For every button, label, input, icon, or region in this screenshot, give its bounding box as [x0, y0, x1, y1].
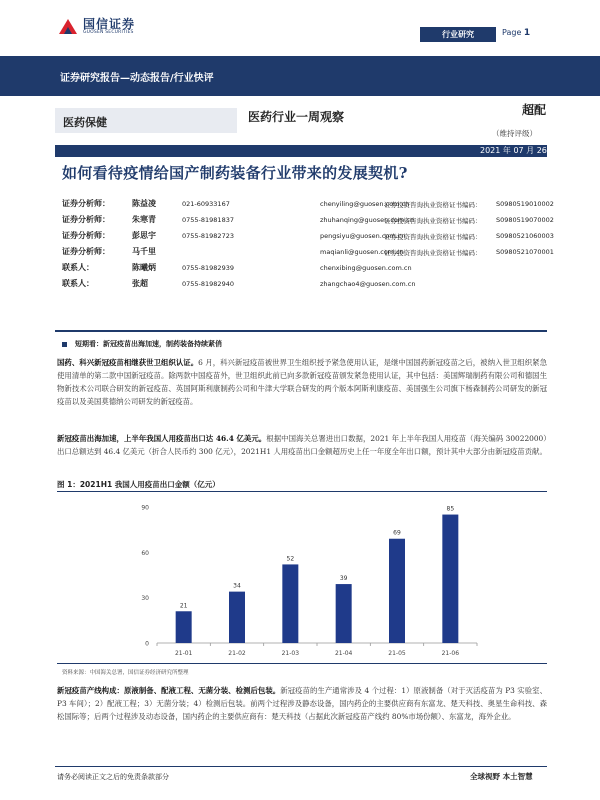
x-tick-label: 21-04 [334, 650, 353, 657]
contact-email[interactable]: zhangchao4@guosen.com.cn [320, 280, 416, 288]
chart-bar [442, 515, 458, 643]
bar-value-label: 69 [393, 529, 401, 537]
doc-type-tag: 行业研究 [420, 27, 496, 42]
analyst-cert-label: 证券投资咨询执业资格证书编码： [384, 201, 482, 209]
body-paragraph [57, 356, 547, 408]
x-tick-label: 21-06 [441, 650, 460, 657]
analyst-row [62, 229, 562, 245]
analyst-row [62, 213, 562, 229]
footer-slogan: 全球视野 本土智慧 [470, 772, 533, 781]
figure-source: 资料来源：中国海关总署，国信证券经济研究所整理 [62, 670, 189, 676]
report-topic: 医药行业一周观察 [248, 110, 345, 124]
x-tick-label: 21-02 [228, 650, 246, 657]
contact-email[interactable]: chenxibing@guosen.com.cn [320, 264, 412, 272]
analyst-email[interactable]: maqianli@guosen.com.cn [320, 248, 404, 256]
paragraph-body: 6 月，科兴新冠疫苗被世界卫生组织授予紧急使用认证，是继中国国药新冠疫苗之后，被纳入世卫组织紧急使用清单的第二款中国新冠疫苗。除两款中国疫苗外，世卫组织此前已向多款新冠疫苗颁发紧急使用认证，其中包括：美国辉瑞制药有限公司和德国生物新技术公司联合研发的新冠疫苗、英国阿斯利康制药公司和牛津大学联合研发的两个版本阿斯利康疫苗、美国强生公司旗下杨森制药公司研发的新冠疫苗以及美国莫德纳公司研发的新冠疫苗。 [57, 358, 547, 406]
paragraph-body: 根据中国海关总署进出口数据，2021 年上半年我国人用疫苗（海关编码 30022000）出口总额达到 46.4 亿美元（折合人民币约 300 亿元），2021H1 人用疫苗出口金额超历史上任一年度全年出口额，预计其中大部分由新冠疫苗贡献。 [57, 434, 547, 456]
contact-row [62, 277, 562, 293]
analyst-role: 证券分析师： [62, 214, 110, 224]
chart-bar [389, 539, 405, 643]
analyst-email[interactable]: pengsiyu@guosen.com.cn [320, 232, 406, 240]
banner-text: 证券研究报告—动态报告/行业快评 [60, 73, 214, 84]
analyst-phone: 0755-81982723 [182, 232, 234, 240]
analyst-name: 陈益凌 [132, 198, 156, 208]
analyst-role: 证券分析师： [62, 198, 110, 208]
analyst-phone: 021-60933167 [182, 200, 230, 208]
analyst-cert: S0980519070002 [496, 216, 554, 224]
contact-role: 联系人： [62, 262, 94, 272]
contact-phone: 0755-81982940 [182, 280, 234, 288]
contact-name: 张超 [132, 278, 148, 288]
bar-value-label: 34 [233, 582, 241, 590]
contact-phone: 0755-81982939 [182, 264, 234, 272]
page-label: Page [502, 28, 522, 37]
contact-role: 联系人： [62, 278, 94, 288]
logo-text: 国信证券 [83, 17, 136, 31]
paragraph-body: 新冠疫苗的生产通常涉及 4 个过程：1）原液制备（对于灭活疫苗为 P3 实验室、P3 车间）；2）配液工程；3）无菌分装；4）检测后包装。前两个过程涉及静态设备，国内药企的主要供应商有东富龙、楚天科技、奥星生命科技、森松国际等；后两个过程涉及动态设备，国内药企的主要供应商有：楚天科技（占据此次新冠疫苗产线约 80%市场份额）、东富龙，海外企业。 [57, 686, 547, 721]
analyst-cert-label: 证券投资咨询执业资格证书编码： [384, 217, 482, 225]
x-tick-label: 21-05 [388, 650, 406, 657]
analyst-cert: S0980521070001 [496, 248, 554, 256]
bar-value-label: 39 [339, 575, 348, 583]
y-tick-label: 90 [141, 504, 149, 512]
company-logo [57, 14, 147, 40]
bullet-square-icon [62, 342, 67, 347]
chart-bar [229, 592, 245, 643]
chart-bar [176, 611, 192, 643]
rating-note: （维持评级） [492, 129, 537, 138]
figure-bottom-rule [57, 663, 547, 664]
analyst-cert-label: 证券投资咨询执业资格证书编码： [384, 249, 482, 257]
analyst-name: 彭思宇 [132, 230, 156, 240]
analyst-cert: S0980521060003 [496, 232, 554, 240]
y-tick-label: 0 [145, 640, 149, 648]
bar-value-label: 52 [286, 555, 295, 563]
page-indicator [502, 28, 530, 38]
x-tick-label: 21-01 [174, 650, 193, 657]
chart-bar [282, 564, 298, 643]
y-tick-label: 30 [141, 595, 149, 603]
analyst-cert-label: 证券投资咨询执业资格证书编码： [384, 233, 482, 241]
summary-heading [62, 339, 222, 349]
contact-name: 陈曦炳 [132, 262, 156, 272]
analyst-role: 证券分析师： [62, 246, 110, 256]
bar-value-label: 21 [179, 602, 188, 610]
figure-title: 图 1：2021H1 我国人用疫苗出口金额（亿元） [57, 478, 547, 492]
y-tick-label: 60 [141, 549, 149, 557]
summary-text: 短期看：新冠疫苗出海加速，制药装备持续紧俏 [75, 339, 222, 348]
logo-mark-icon [57, 16, 79, 38]
industry-label: 医药保健 [55, 108, 237, 133]
analyst-email[interactable]: chenyiling@guosen.com.cn [320, 200, 410, 208]
body-paragraph [57, 684, 547, 723]
logo-subtext: GUOSEN SECURITIES [83, 30, 134, 35]
page-title: 如何看待疫情给国产制药装备行业带来的发展契机? [62, 164, 408, 182]
analyst-row [62, 197, 562, 213]
analyst-role: 证券分析师： [62, 230, 110, 240]
analyst-email[interactable]: zhuhanqing@guosen.com.cn [320, 216, 414, 224]
footer-disclaimer[interactable]: 请务必阅读正文之后的免责条款部分 [57, 773, 169, 781]
page-number: 1 [523, 28, 531, 38]
paragraph-lead: 新冠疫苗出海加速，上半年我国人用疫苗出口达 46.4 亿美元。 [57, 434, 267, 443]
x-tick-label: 21-03 [281, 650, 300, 657]
analyst-list [62, 197, 562, 293]
contact-row [62, 261, 562, 277]
bar-chart [57, 495, 547, 665]
date-bar [55, 145, 547, 157]
paragraph-lead: 国药、科兴新冠疫苗相继获世卫组织认证。 [57, 358, 199, 367]
chart-bar [336, 584, 352, 643]
section-divider [55, 330, 547, 332]
analyst-phone: 0755-81981837 [182, 216, 234, 224]
rating: 超配 [522, 103, 547, 117]
analyst-cert: S0980519010002 [496, 200, 554, 208]
bar-value-label: 85 [446, 505, 455, 513]
footer-rule [55, 766, 547, 767]
body-paragraph [57, 432, 547, 458]
paragraph-lead: 新冠疫苗产线构成：原液制备、配液工程、无菌分装、检测后包装。 [57, 686, 281, 695]
report-date: 2021 年 07 月 26 日 [480, 146, 558, 155]
analyst-name: 马千里 [132, 246, 156, 256]
analyst-row [62, 245, 562, 261]
analyst-name: 朱寒青 [132, 214, 156, 224]
